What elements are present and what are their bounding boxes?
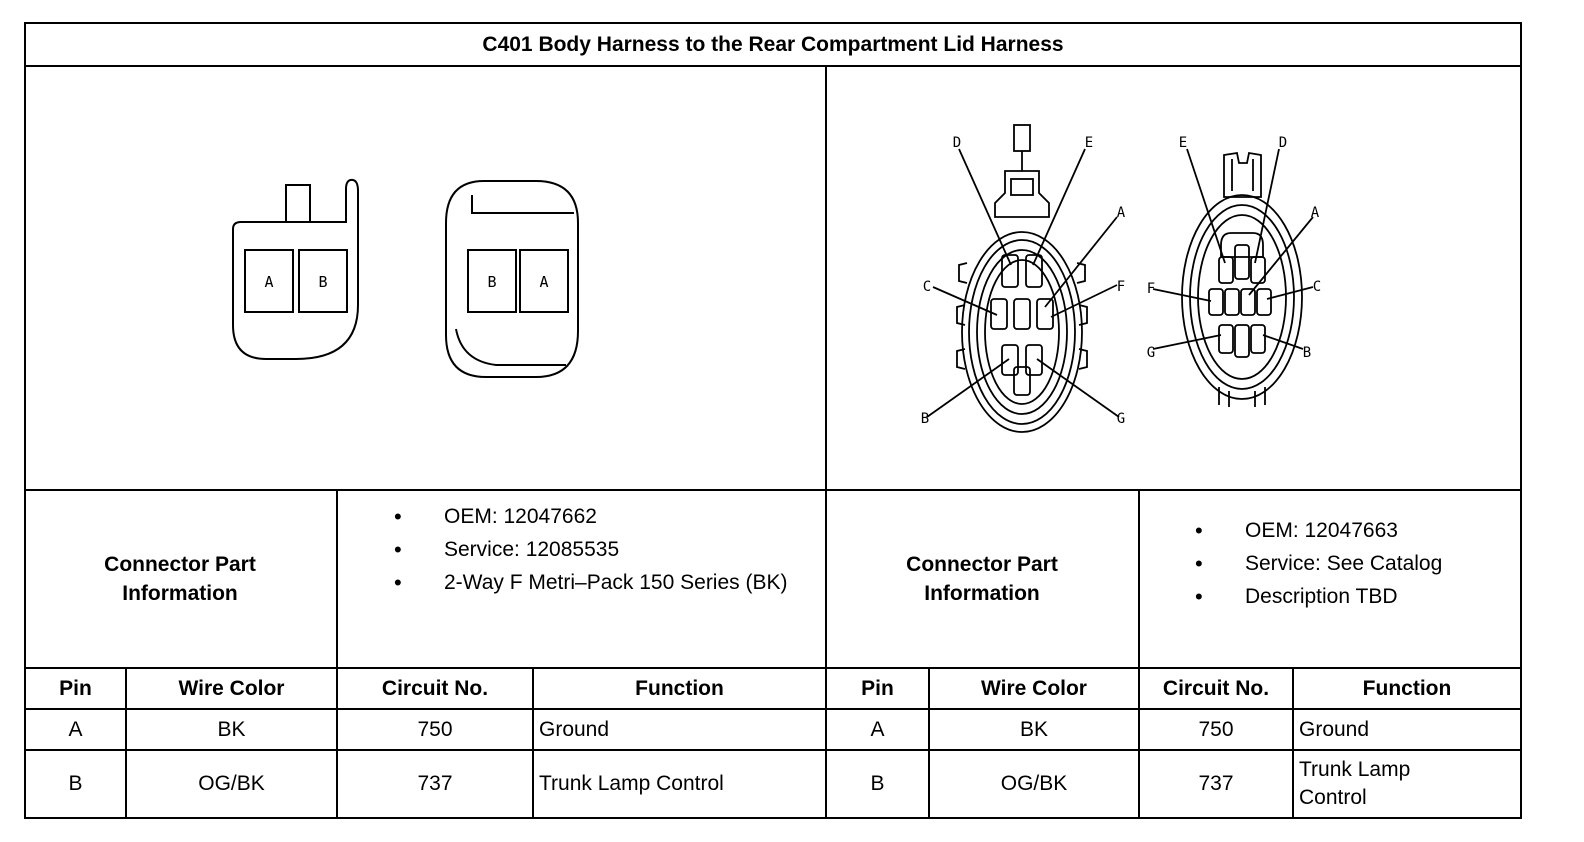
left-row-a-wire-color: BK: [217, 717, 246, 741]
left-header-wire-color: Wire Color: [178, 676, 285, 700]
right-row-a-wire-color: BK: [1019, 717, 1048, 741]
right-part-info-list: [1191, 514, 1516, 613]
right-conn1-pin-label: D: [952, 135, 962, 151]
right-conn1-pin-label: B: [920, 411, 930, 427]
right-conn1-pin-label: F: [1116, 279, 1126, 295]
left-conn2-pin-label: A: [539, 273, 549, 291]
right-part-info-item: • Description TBD: [1191, 580, 1516, 613]
right-conn2-pin-label: A: [1310, 205, 1320, 221]
left-part-info-list: [390, 500, 820, 597]
page-title: C401 Body Harness to the Rear Compartment Lid Harness: [482, 33, 1064, 56]
right-row-b-pin: B: [870, 772, 885, 795]
right-conn1-pin-label: E: [1084, 135, 1094, 151]
right-row-a-circuit: 750: [1198, 717, 1234, 741]
left-header-circuit: Circuit No.: [381, 676, 489, 700]
right-conn2-pin-label: C: [1312, 279, 1322, 295]
right-conn1-pin-label: C: [922, 279, 932, 295]
left-row-b-pin: B: [68, 772, 83, 795]
left-conn2-pin-label: B: [487, 273, 497, 291]
left-part-info-item: • OEM: 12047662: [390, 500, 820, 533]
right-connector-diagram: [827, 67, 1520, 489]
left-row-b-circuit: 737: [417, 772, 453, 795]
left-conn1-pin-label: A: [264, 273, 274, 291]
left-row-a-function: Ground: [539, 717, 610, 741]
right-conn2-pin-label: B: [1302, 345, 1312, 361]
right-part-info-item: • Service: See Catalog: [1191, 547, 1516, 580]
left-row-a-circuit: 750: [417, 717, 453, 741]
right-conn1-pin-label: A: [1116, 205, 1126, 221]
right-row-b-function: Trunk Lamp Control: [1299, 758, 1411, 809]
left-row-b-function: Trunk Lamp Control: [539, 772, 724, 795]
left-part-info-item: • 2-Way F Metri–Pack 150 Series (BK): [390, 568, 820, 597]
left-row-a-pin: A: [68, 717, 83, 741]
right-conn2-pin-label: D: [1278, 135, 1288, 151]
right-conn2-pin-label: F: [1146, 281, 1156, 297]
right-conn1-pin-label: G: [1116, 411, 1126, 427]
right-part-info-label: Connector Part Information: [906, 553, 1058, 605]
left-connector-diagram: [26, 67, 825, 489]
right-header-circuit: Circuit No.: [1162, 676, 1270, 700]
left-part-info-label: Connector Part Information: [104, 553, 256, 605]
right-row-a-function: Ground: [1299, 717, 1370, 741]
right-row-a-pin: A: [870, 717, 885, 741]
right-header-wire-color: Wire Color: [981, 676, 1087, 700]
right-conn2-pin-label: G: [1146, 345, 1156, 361]
right-header-function: Function: [1362, 676, 1452, 700]
left-row-b-wire-color: OG/BK: [198, 772, 265, 795]
right-header-pin: Pin: [861, 676, 894, 700]
left-header-pin: Pin: [59, 676, 92, 700]
right-row-b-wire-color: OG/BK: [1000, 772, 1068, 795]
right-part-info-item: • OEM: 12047663: [1191, 514, 1516, 547]
right-row-b-circuit: 737: [1198, 772, 1234, 795]
right-conn2-pin-label: E: [1178, 135, 1188, 151]
left-part-info-item: • Service: 12085535: [390, 533, 820, 566]
left-header-function: Function: [635, 676, 724, 700]
left-conn1-pin-label: B: [318, 273, 328, 291]
